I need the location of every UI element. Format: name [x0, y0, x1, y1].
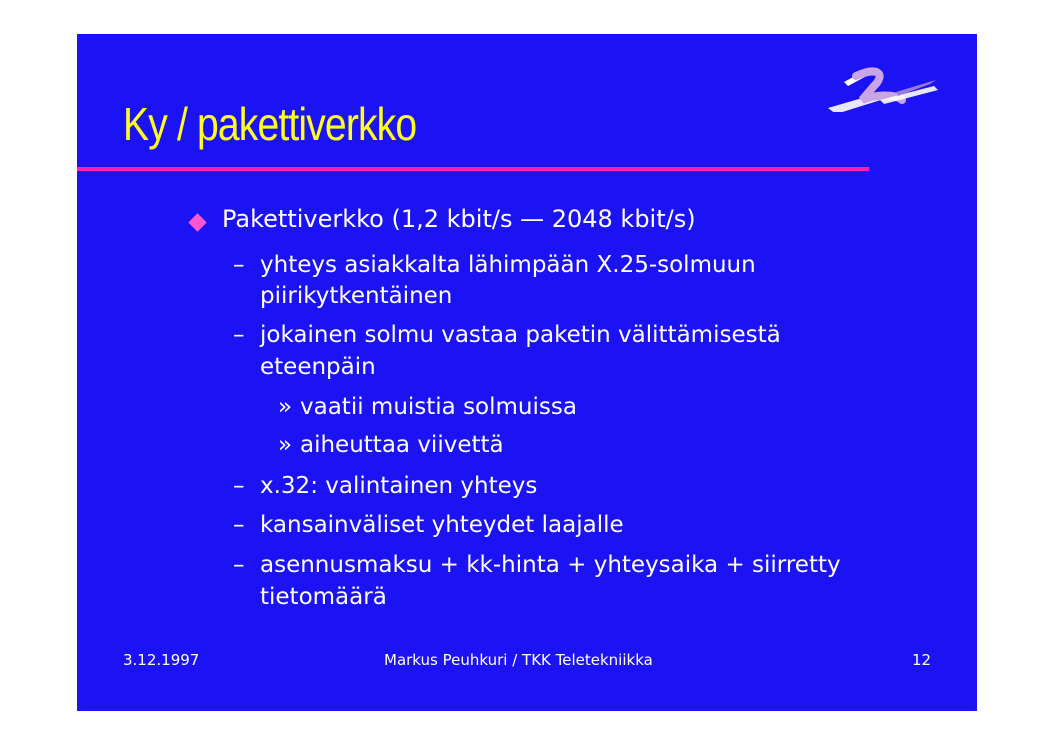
subitem-text: vaatii muistia solmuissa: [300, 394, 577, 420]
dash-bullet: –: [233, 252, 245, 278]
list-item-line: tietomäärä: [260, 584, 387, 610]
list-item-line: yhteys asiakkalta lähimpään X.25-solmuun: [260, 252, 756, 278]
main-bullet-text: Pakettiverkko (1,2 kbit/s — 2048 kbit/s): [222, 205, 696, 233]
list-item-line: eteenpäin: [260, 354, 376, 380]
list-item-line: x.32: valintainen yhteys: [260, 473, 538, 499]
subbullet-marker: »: [278, 432, 293, 458]
dash-bullet: –: [233, 473, 245, 499]
list-item-line: asennusmaksu + kk-hinta + yhteysaika + siirretty: [260, 552, 841, 578]
dash-bullet: –: [233, 322, 245, 348]
list-item-line: kansainväliset yhteydet laajalle: [260, 512, 624, 538]
subbullet-marker: »: [278, 394, 293, 420]
footer-date: 3.12.1997: [123, 651, 200, 669]
list-item-line: piirikytkentäinen: [260, 283, 453, 309]
slide-title: Ky / pakettiverkko: [123, 98, 417, 150]
tkk-z-logo-icon: [826, 64, 941, 112]
footer-page-number: 12: [912, 651, 932, 669]
list-item-line: jokainen solmu vastaa paketin välittämisestä: [260, 322, 781, 348]
slide: [77, 34, 977, 711]
diamond-bullet-icon: [188, 213, 206, 231]
dash-bullet: –: [233, 512, 245, 538]
footer-author: Markus Peuhkuri / TKK Teletekniikka: [384, 651, 653, 669]
title-underline: [77, 167, 869, 171]
subitem-text: aiheuttaa viivettä: [300, 432, 504, 458]
dash-bullet: –: [233, 552, 245, 578]
